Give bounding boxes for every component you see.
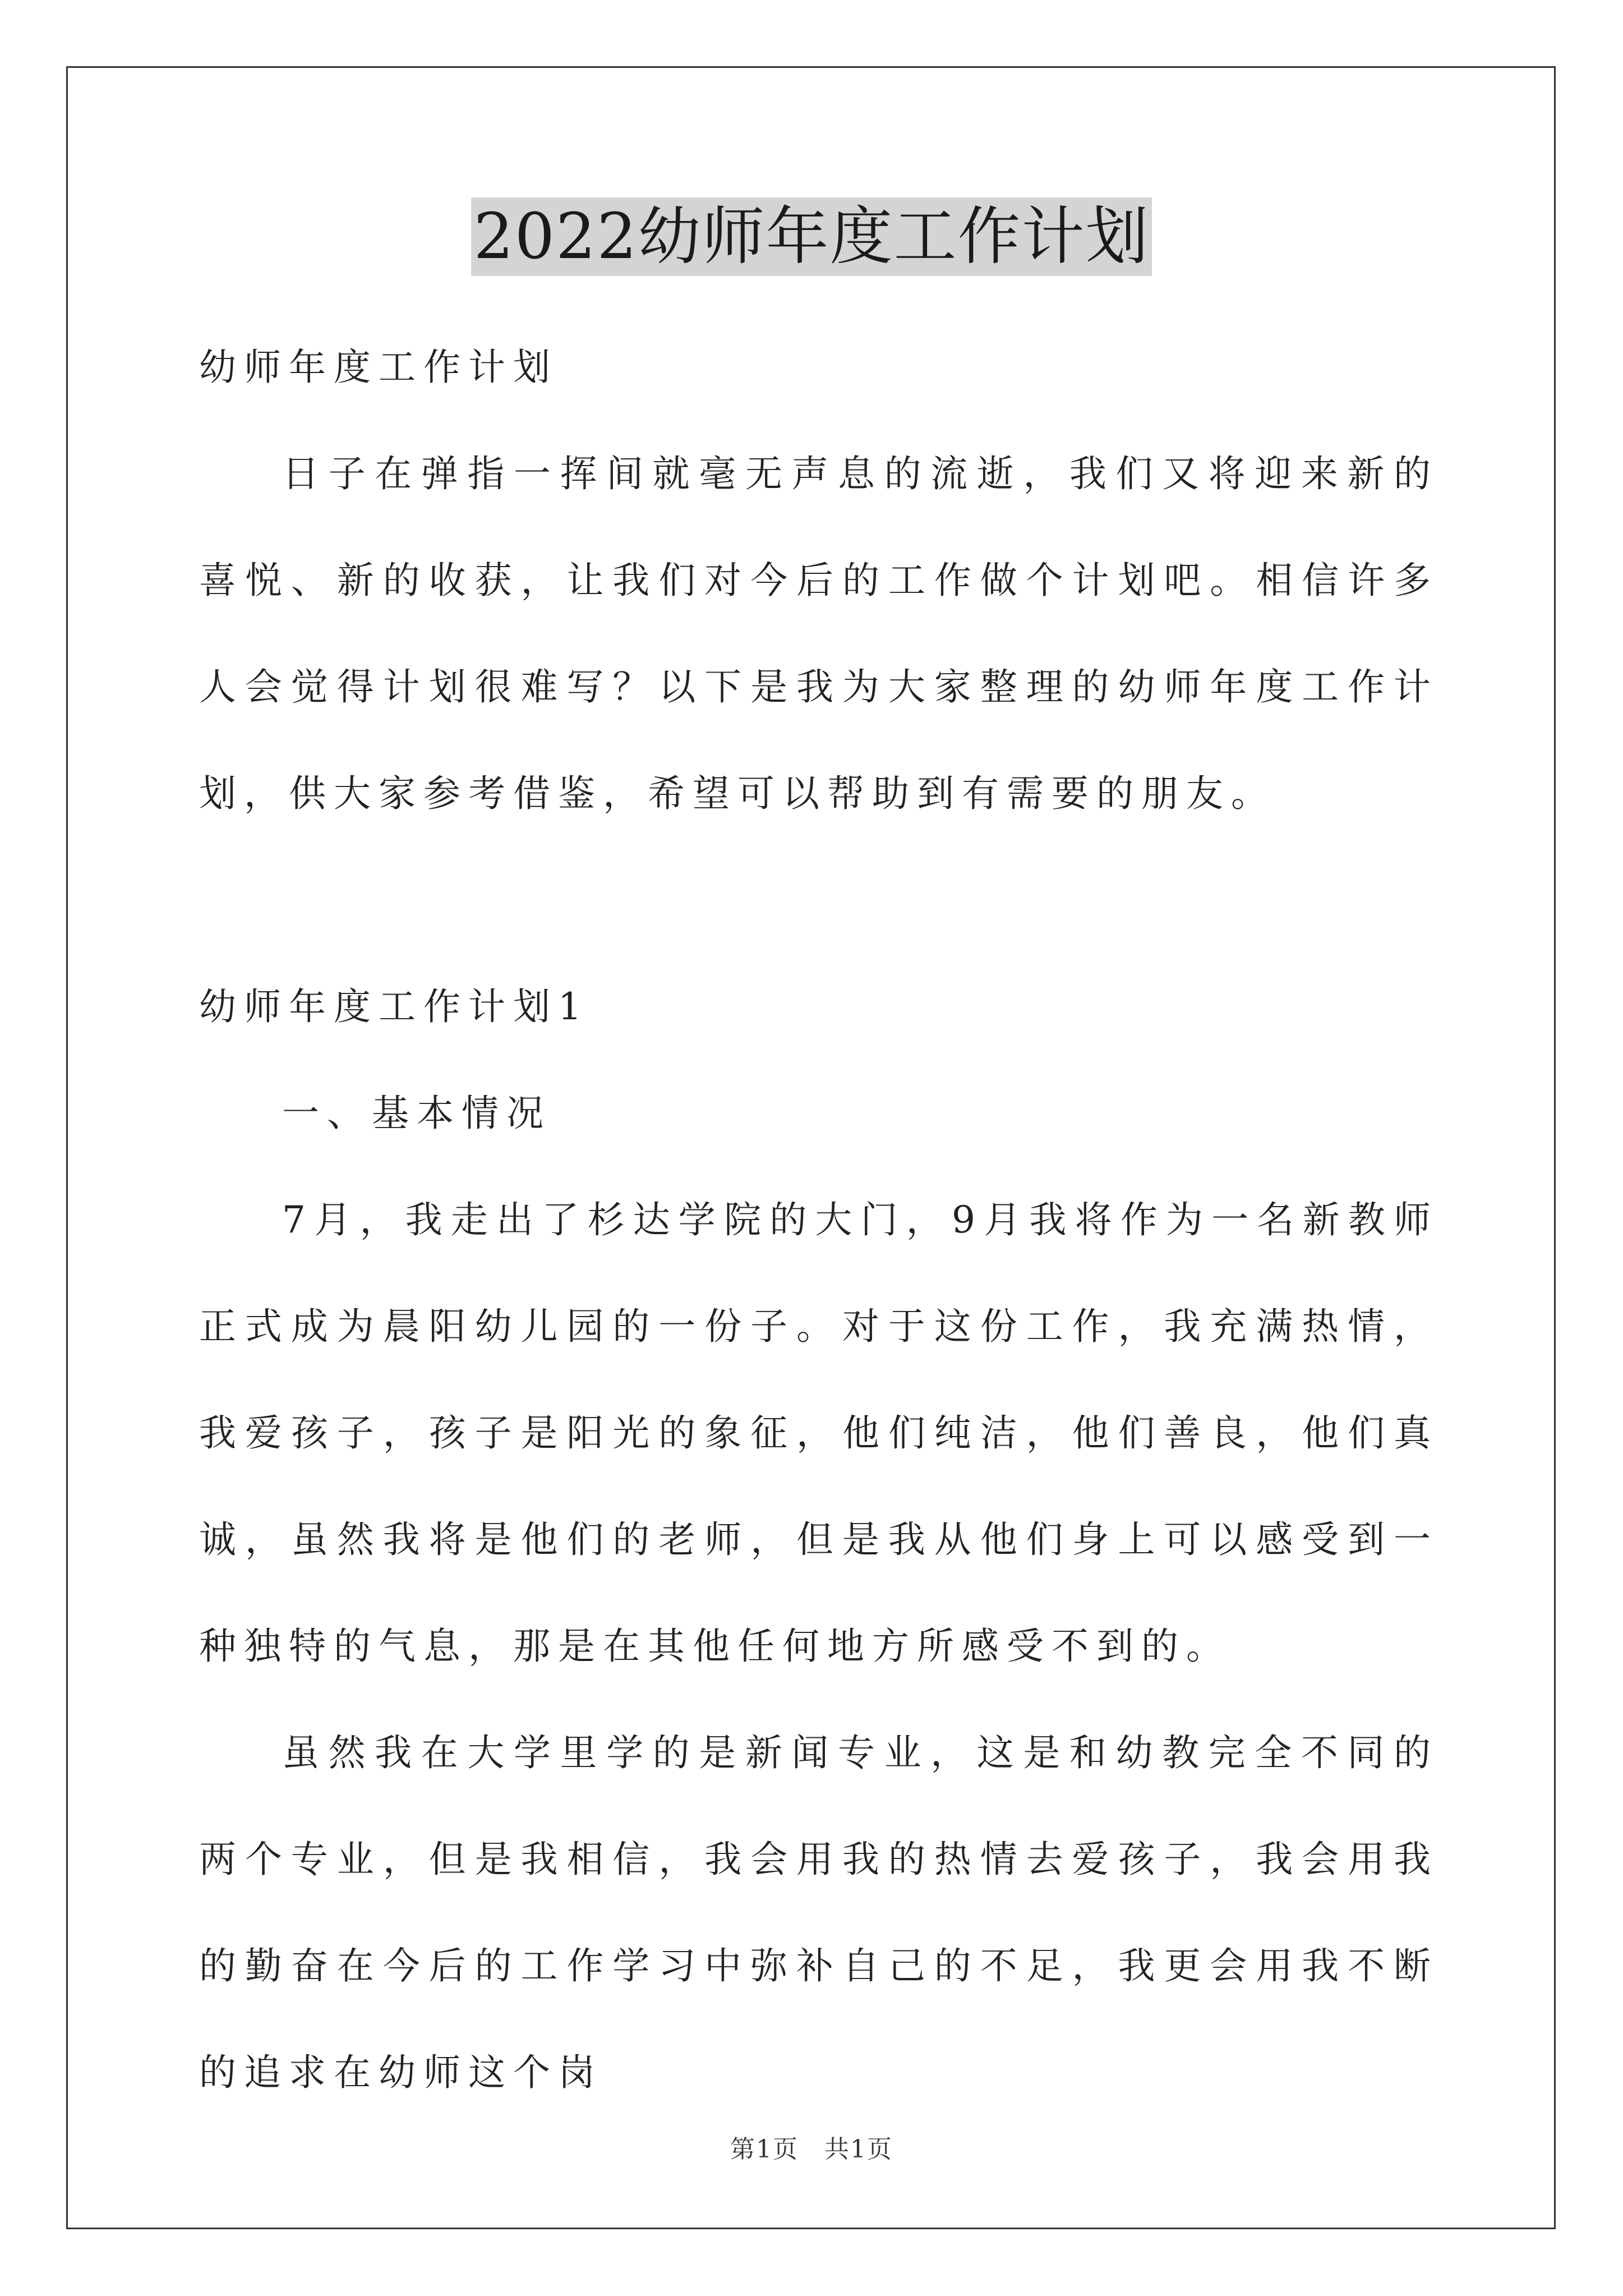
title-container <box>0 197 1623 276</box>
section-heading: 一、基本情况 <box>282 1092 551 1135</box>
page-footer: 第1页 共1页 <box>730 2135 893 2164</box>
body-paragraph-1: 7月，我走出了杉达学院的大门，9月我将作为一名新教师正式成为晨阳幼儿园的一份子。对于这份工作，我充满热情，我爱孩子，孩子是阳光的象征，他们纯洁，他们善良，他们真诚，虽然我将是他们的老师，但是我从他们身上可以感受到一种独特的气息，那是在其他任何地方所感受不到的。 <box>199 1198 1438 1668</box>
paragraph-spacer <box>199 847 1438 954</box>
body-paragraph-2: 虽然我在大学里学的是新闻专业，这是和幼教完全不同的两个专业，但是我相信，我会用我的热情去爱孩子，我会用我的勤奋在今后的工作学习中弥补自己的不足，我更会用我不断的追求在幼师这个岗 <box>199 1731 1438 2094</box>
intro-paragraph: 日子在弹指一挥间就毫无声息的流逝，我们又将迎来新的喜悦、新的收获，让我们对今后的工作做个计划吧。相信许多人会觉得计划很难写？以下是我为大家整理的幼师年度工作计划，供大家参考借鉴，希望可以帮助到有需要的朋友。 <box>199 452 1438 815</box>
document-body <box>199 314 1438 2126</box>
section-title: 幼师年度工作计划1 <box>199 985 589 1028</box>
document-title: 2022幼师年度工作计划 <box>471 197 1151 276</box>
document-subtitle: 幼师年度工作计划 <box>199 346 558 389</box>
